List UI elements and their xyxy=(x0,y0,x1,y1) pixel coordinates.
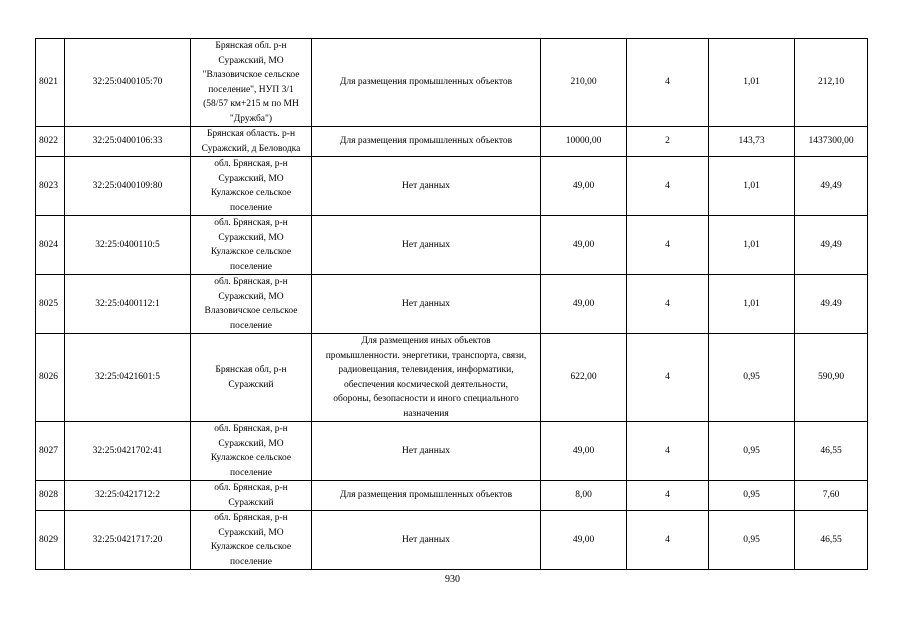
permitted-use-cell xyxy=(312,422,541,481)
address-line: Брянская обл, р-н xyxy=(215,365,287,375)
cadastral-number-cell: 32:25:0421712:2 xyxy=(65,481,191,511)
cadastral-number-cell: 32:25:0400112:1 xyxy=(65,275,191,334)
permitted-use-line: Нет данных xyxy=(402,180,450,191)
address-line: "Дружба") xyxy=(229,113,273,124)
address-cell xyxy=(191,334,312,422)
permitted-use-line: Нет данных xyxy=(402,534,450,545)
address-line: поселение xyxy=(230,261,272,272)
address-line: Суражский, МО xyxy=(218,232,284,243)
coefficient-cell: 0,95 xyxy=(709,511,795,570)
address-cell xyxy=(191,157,312,216)
value-cell: 590,90 xyxy=(795,334,868,422)
address-line: поселение xyxy=(230,467,272,478)
value-cell: 46,55 xyxy=(795,511,868,570)
value-cell: 49,49 xyxy=(795,216,868,275)
group-cell: 4 xyxy=(627,216,709,275)
row-number-cell: 8029 xyxy=(36,511,65,570)
address-line: поселение", НУП 3/1 xyxy=(208,84,294,95)
row-number-cell: 8025 xyxy=(36,275,65,334)
value-cell: 1437300,00 xyxy=(795,127,868,157)
coefficient-cell: 143,73 xyxy=(709,127,795,157)
area-cell: 210,00 xyxy=(541,39,627,127)
address-cell xyxy=(191,422,312,481)
address-line: Кулажское сельское xyxy=(210,247,292,257)
area-cell: 49,00 xyxy=(541,157,627,216)
address-line: обл. Брянская, р-н xyxy=(214,424,288,434)
table-row xyxy=(36,422,868,481)
coefficient-cell: 1,01 xyxy=(709,157,795,216)
group-cell: 2 xyxy=(627,127,709,157)
group-cell: 4 xyxy=(627,334,709,422)
cadastral-number-cell: 32:25:0400109:80 xyxy=(65,157,191,216)
group-cell: 4 xyxy=(627,275,709,334)
cadastral-number-cell: 32:25:0421601:5 xyxy=(65,334,191,422)
permitted-use-line: обороны, безопасности и иного специального xyxy=(333,394,519,404)
address-line: Суражский, МО xyxy=(218,527,284,538)
group-cell: 4 xyxy=(627,422,709,481)
row-number-cell: 8028 xyxy=(36,481,65,511)
area-cell: 49,00 xyxy=(541,511,627,570)
permitted-use-line: радиовещания, телевидения, информатики, xyxy=(338,365,514,375)
address-line: поселение xyxy=(230,556,272,567)
cadastral-number-cell: 32:25:0421702:41 xyxy=(65,422,191,481)
address-line: обл. Брянская, р-н xyxy=(214,218,288,228)
address-line: Суражский, МО xyxy=(218,438,284,449)
table-row xyxy=(36,157,868,216)
cadastral-number-cell: 32:25:0421717:20 xyxy=(65,511,191,570)
area-cell: 622,00 xyxy=(541,334,627,422)
table-row xyxy=(36,334,868,422)
address-line: обл. Брянская, р-н xyxy=(214,277,288,287)
row-number-cell: 8027 xyxy=(36,422,65,481)
address-line: Брянская обл. р-н xyxy=(215,41,287,51)
address-line: поселение xyxy=(230,202,272,213)
address-line: Суражский, д Беловодка xyxy=(201,143,301,154)
group-cell: 4 xyxy=(627,157,709,216)
address-line: Влазовичское сельское xyxy=(204,306,298,316)
area-cell: 49,00 xyxy=(541,216,627,275)
address-cell xyxy=(191,39,312,127)
address-cell xyxy=(191,127,312,157)
permitted-use-cell xyxy=(312,334,541,422)
row-number-cell: 8026 xyxy=(36,334,65,422)
value-cell: 46,55 xyxy=(795,422,868,481)
coefficient-cell: 0,95 xyxy=(709,422,795,481)
land-parcels-table xyxy=(35,38,868,570)
address-line: Суражский, МО xyxy=(218,55,284,66)
area-cell: 10000,00 xyxy=(541,127,627,157)
address-line: Брянская область. р-н xyxy=(206,129,296,139)
permitted-use-line: назначения xyxy=(403,408,449,419)
permitted-use-cell xyxy=(312,275,541,334)
permitted-use-cell xyxy=(312,127,541,157)
address-cell xyxy=(191,481,312,511)
cadastral-number-cell: 32:25:0400105:70 xyxy=(65,39,191,127)
table-row xyxy=(36,481,868,511)
permitted-use-line: Для размещения промышленных объектов xyxy=(339,490,513,501)
area-cell: 49,00 xyxy=(541,422,627,481)
coefficient-cell: 1,01 xyxy=(709,39,795,127)
permitted-use-line: Нет данных xyxy=(402,239,450,250)
group-cell: 4 xyxy=(627,511,709,570)
page-number: 930 xyxy=(445,574,460,585)
permitted-use-line: Нет данных xyxy=(402,298,450,309)
permitted-use-line: Для размещения промышленных объектов xyxy=(339,77,513,88)
address-cell xyxy=(191,216,312,275)
address-line: (58/57 км+215 м по МН xyxy=(203,99,299,109)
permitted-use-line: промышленности. энергетики, транспорта, связи, xyxy=(325,350,527,361)
address-line: поселение xyxy=(230,320,272,331)
permitted-use-line: Нет данных xyxy=(402,445,450,456)
address-line: Кулажское сельское xyxy=(210,542,292,552)
address-line: обл. Брянская, р-н xyxy=(214,159,288,169)
permitted-use-line: обеспечения космической деятельности, xyxy=(343,379,509,390)
row-number-cell: 8024 xyxy=(36,216,65,275)
address-line: обл. Брянская, р-н xyxy=(214,483,288,493)
value-cell: 7,60 xyxy=(795,481,868,511)
coefficient-cell: 1,01 xyxy=(709,275,795,334)
permitted-use-cell xyxy=(312,157,541,216)
address-line: "Влазовичское сельское xyxy=(202,70,300,80)
address-cell xyxy=(191,511,312,570)
table-row xyxy=(36,275,868,334)
permitted-use-line: Для размещения иных объектов xyxy=(361,336,491,346)
coefficient-cell: 1,01 xyxy=(709,216,795,275)
cadastral-number-cell: 32:25:0400110:5 xyxy=(65,216,191,275)
address-line: Суражский, МО xyxy=(218,291,284,302)
row-number-cell: 8021 xyxy=(36,39,65,127)
permitted-use-cell xyxy=(312,481,541,511)
table-row xyxy=(36,511,868,570)
table-row xyxy=(36,39,868,127)
area-cell: 8,00 xyxy=(541,481,627,511)
address-line: Кулажское сельское xyxy=(210,188,292,198)
permitted-use-cell xyxy=(312,216,541,275)
address-line: Суражский xyxy=(228,379,274,390)
address-line: обл. Брянская, р-н xyxy=(214,513,288,523)
address-line: Кулажское сельское xyxy=(210,453,292,463)
address-cell xyxy=(191,275,312,334)
coefficient-cell: 0,95 xyxy=(709,334,795,422)
address-line: Суражский, МО xyxy=(218,173,284,184)
permitted-use-cell xyxy=(312,511,541,570)
value-cell: 49,49 xyxy=(795,157,868,216)
group-cell: 4 xyxy=(627,481,709,511)
area-cell: 49,00 xyxy=(541,275,627,334)
table-row xyxy=(36,216,868,275)
group-cell: 4 xyxy=(627,39,709,127)
permitted-use-line: Для размещения промышленных объектов xyxy=(339,136,513,147)
permitted-use-cell xyxy=(312,39,541,127)
value-cell: 49.49 xyxy=(795,275,868,334)
coefficient-cell: 0,95 xyxy=(709,481,795,511)
row-number-cell: 8023 xyxy=(36,157,65,216)
table-row xyxy=(36,127,868,157)
value-cell: 212,10 xyxy=(795,39,868,127)
cadastral-number-cell: 32:25:0400106:33 xyxy=(65,127,191,157)
address-line: Суражский xyxy=(228,497,274,508)
row-number-cell: 8022 xyxy=(36,127,65,157)
